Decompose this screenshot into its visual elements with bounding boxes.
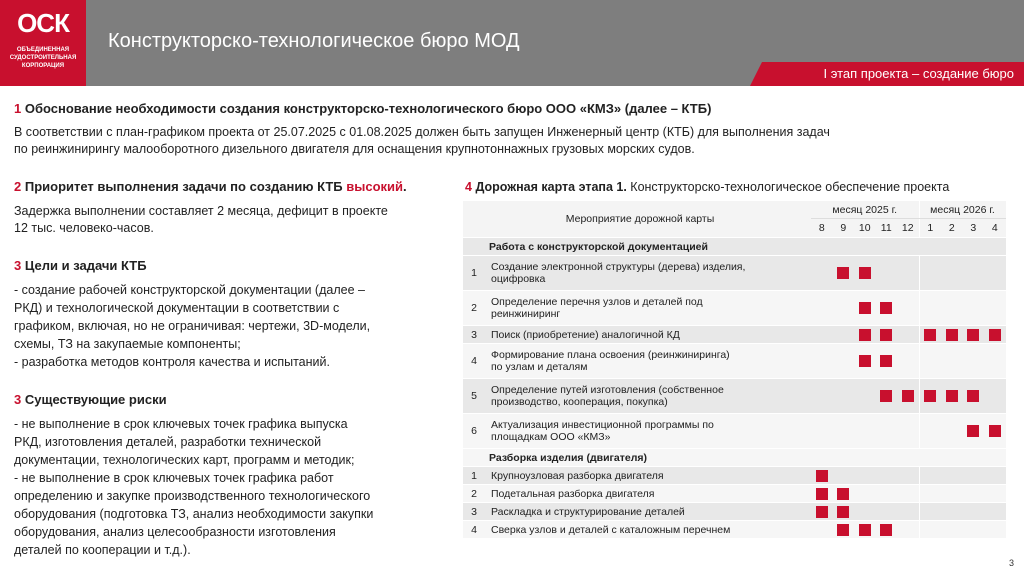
month-cell [876, 414, 898, 449]
month-cell [833, 291, 855, 326]
row-number: 4 [463, 344, 485, 379]
section2-heading: 2 Приоритет выполнения задачи по созданию КТБ высокий. [14, 179, 407, 194]
schedule-mark [967, 329, 979, 341]
activity-name [485, 503, 811, 521]
row-number: 2 [463, 291, 485, 326]
roadmap-heading: 4 Дорожная карта этапа 1. Конструкторско-технологическое обеспечение проекта [465, 180, 950, 194]
month-cell [833, 379, 855, 414]
activity-name [485, 485, 811, 503]
roadmap-row [463, 467, 1006, 485]
month-cell [811, 326, 833, 344]
month-cell [941, 291, 963, 326]
month-cell [811, 521, 833, 539]
month-cell [897, 485, 919, 503]
month-cell [833, 414, 855, 449]
roadmap-row [463, 326, 1006, 344]
section3-heading: 3 Цели и задачи КТБ [14, 258, 147, 273]
schedule-mark [859, 302, 871, 314]
month-cell [876, 291, 898, 326]
roadmap-group: Работа с конструкторской документацией [463, 238, 811, 256]
schedule-mark [967, 425, 979, 437]
month-cell [833, 485, 855, 503]
company-logo [0, 0, 86, 86]
month-cell [897, 326, 919, 344]
month-cell [963, 326, 985, 344]
schedule-mark [859, 355, 871, 367]
month-cell [811, 467, 833, 485]
month-cell [963, 503, 985, 521]
activity-line: Подетальная разборка двигателя [491, 487, 655, 500]
risks-line: - не выполнение в срок ключевых точек графика работ [14, 471, 334, 485]
month-cell [897, 414, 919, 449]
schedule-mark [859, 267, 871, 279]
month-cell [984, 414, 1006, 449]
year-2026-header: месяц 2026 г. [919, 201, 1006, 219]
month-cell [876, 485, 898, 503]
activity-line: Определение перечня узлов и деталей под [491, 296, 703, 308]
schedule-mark [946, 390, 958, 402]
month-cell [897, 467, 919, 485]
activity-line: оцифровка [491, 273, 546, 285]
risks-line: определению и закупке производственного технологического [14, 489, 371, 503]
schedule-mark [924, 329, 936, 341]
month-cell [854, 291, 876, 326]
risks-line: деталей по кооперации и т.д.). [14, 543, 191, 557]
activity-name [485, 467, 811, 485]
schedule-mark [989, 425, 1001, 437]
schedule-mark [837, 488, 849, 500]
activity-name [485, 414, 811, 449]
schedule-mark [880, 355, 892, 367]
goals-line: схемы, ТЗ на закупаемые компоненты; [14, 337, 241, 351]
month-cell [811, 344, 833, 379]
roadmap-row [463, 521, 1006, 539]
month-cell [897, 256, 919, 291]
schedule-mark [859, 329, 871, 341]
risks-heading: 3 Существующие риски [14, 392, 167, 407]
roadmap-row [463, 379, 1006, 414]
month-cell [963, 521, 985, 539]
month-label: 9 [833, 219, 855, 238]
month-cell [854, 467, 876, 485]
schedule-mark [946, 329, 958, 341]
goals-line: - создание рабочей конструкторской документации (далее – [14, 283, 365, 297]
row-number: 4 [463, 521, 485, 539]
month-cell [919, 379, 941, 414]
section2-body-line2: 12 тыс. человеко-часов. [14, 221, 154, 235]
month-cell [984, 326, 1006, 344]
month-cell [919, 521, 941, 539]
schedule-mark [880, 390, 892, 402]
roadmap-row [463, 256, 1006, 291]
month-cell [897, 344, 919, 379]
schedule-mark [880, 524, 892, 536]
activity-line: Актуализация инвестиционной программы по [491, 419, 714, 431]
month-cell [833, 344, 855, 379]
logo-subtitle: ОБЪЕДИНЕННАЯ СУДОСТРОИТЕЛЬНАЯ КОРПОРАЦИЯ [9, 47, 77, 69]
activity-line: Определение путей изготовления (собственное [491, 384, 724, 396]
month-cell [941, 485, 963, 503]
month-cell [876, 467, 898, 485]
month-cell [897, 379, 919, 414]
goals-line: РКД) и технологической документации в соответствии с [14, 301, 340, 315]
risks-line: - не выполнение в срок ключевых точек графика выпуска [14, 417, 348, 431]
month-cell [941, 467, 963, 485]
schedule-mark [816, 488, 828, 500]
month-cell [876, 521, 898, 539]
month-cell [941, 256, 963, 291]
month-cell [854, 414, 876, 449]
activity-name [485, 521, 811, 539]
page-title: Конструкторско-технологическое бюро МОД [108, 30, 520, 52]
month-label: 8 [811, 219, 833, 238]
month-label: 4 [984, 219, 1006, 238]
month-cell [876, 326, 898, 344]
month-label: 11 [876, 219, 898, 238]
month-cell [811, 291, 833, 326]
month-cell [811, 485, 833, 503]
month-cell [833, 467, 855, 485]
section1-body-line1: В соответствии с план-графиком проекта от 25.07.2025 с 01.08.2025 должен быть запущен Инженерный центр (КТБ) для выполнения задач [14, 125, 830, 139]
schedule-mark [880, 302, 892, 314]
month-cell [941, 503, 963, 521]
priority-value: высокий [346, 179, 404, 194]
month-cell [919, 256, 941, 291]
stage-badge: I этап проекта – создание бюро [762, 62, 1024, 86]
month-cell [811, 379, 833, 414]
month-cell [941, 414, 963, 449]
month-cell [811, 503, 833, 521]
month-cell [876, 503, 898, 521]
month-cell [876, 344, 898, 379]
month-cell [984, 467, 1006, 485]
logo-mark: ОСК [17, 8, 69, 38]
roadmap-row [463, 414, 1006, 449]
section1-heading: 1 Обоснование необходимости создания конструкторско-технологического бюро ООО «КМЗ» (далее – КТБ) [14, 101, 712, 116]
roadmap-table [463, 201, 1006, 539]
schedule-mark [902, 390, 914, 402]
activity-line: по узлам и деталям [491, 361, 588, 373]
schedule-mark [880, 329, 892, 341]
month-cell [897, 291, 919, 326]
month-label: 12 [897, 219, 919, 238]
month-cell [854, 326, 876, 344]
month-cell [963, 291, 985, 326]
month-cell [854, 521, 876, 539]
month-cell [876, 379, 898, 414]
roadmap-row [463, 344, 1006, 379]
month-cell [854, 379, 876, 414]
row-number: 5 [463, 379, 485, 414]
schedule-mark [816, 506, 828, 518]
activity-line: Крупноузловая разборка двигателя [491, 469, 664, 482]
roadmap-group: Разборка изделия (двигателя) [463, 449, 811, 467]
month-cell [854, 256, 876, 291]
month-cell [897, 521, 919, 539]
month-label: 2 [941, 219, 963, 238]
month-cell [963, 379, 985, 414]
month-cell [854, 485, 876, 503]
activity-name [485, 344, 811, 379]
schedule-mark [837, 506, 849, 518]
month-cell [941, 379, 963, 414]
year-2025-header: месяц 2025 г. [811, 201, 919, 219]
activity-name [485, 291, 811, 326]
month-cell [963, 256, 985, 291]
section2-body-line1: Задержка выполнении составляет 2 месяца, дефицит в проекте [14, 204, 388, 218]
risks-line: документации, технологических карт, программ и методик; [14, 453, 355, 467]
activity-line: производство, кооперация, покупка) [491, 396, 668, 408]
month-cell [833, 521, 855, 539]
schedule-mark [837, 524, 849, 536]
risks-line: оборудования (подготовка ТЗ, анализ необходимости закупки [14, 507, 374, 521]
month-cell [876, 256, 898, 291]
row-number: 3 [463, 326, 485, 344]
month-cell [963, 467, 985, 485]
row-number: 1 [463, 256, 485, 291]
activity-line: реинжиниринг [491, 308, 561, 320]
month-cell [941, 326, 963, 344]
month-cell [854, 344, 876, 379]
page-number: 3 [1008, 558, 1014, 568]
month-cell [919, 291, 941, 326]
month-cell [984, 291, 1006, 326]
month-cell [833, 503, 855, 521]
activity-line: Поиск (приобретение) аналогичной КД [491, 328, 680, 341]
activity-name [485, 326, 811, 344]
month-cell [919, 503, 941, 521]
activity-line: Формирование плана освоения (реинжиниринга) [491, 349, 730, 361]
row-number: 1 [463, 467, 485, 485]
roadmap-row [463, 485, 1006, 503]
month-cell [984, 521, 1006, 539]
month-cell [833, 326, 855, 344]
month-cell [919, 414, 941, 449]
month-cell [963, 414, 985, 449]
month-cell [919, 344, 941, 379]
month-cell [984, 485, 1006, 503]
month-label: 1 [919, 219, 941, 238]
month-cell [811, 256, 833, 291]
activity-name [485, 379, 811, 414]
month-cell [919, 485, 941, 503]
month-cell [854, 503, 876, 521]
month-cell [963, 344, 985, 379]
goals-line: - разработка методов контроля качества и испытаний. [14, 355, 330, 369]
goals-line: графиком, включая, но не ограничивая: чертежи, 3D-модели, [14, 319, 371, 333]
roadmap-col-activity: Мероприятие дорожной карты [463, 201, 811, 238]
month-cell [919, 326, 941, 344]
risks-line: РКД, изготовления деталей, разработки технической [14, 435, 322, 449]
month-cell [984, 344, 1006, 379]
month-cell [984, 503, 1006, 521]
month-cell [897, 503, 919, 521]
risks-line: оборудования, анализ целесообразности изготовления [14, 525, 336, 539]
roadmap-row [463, 291, 1006, 326]
month-cell [941, 344, 963, 379]
month-cell [984, 379, 1006, 414]
activity-line: Создание электронной структуры (дерева) изделия, [491, 261, 746, 273]
row-number: 3 [463, 503, 485, 521]
schedule-mark [859, 524, 871, 536]
month-label: 10 [854, 219, 876, 238]
activity-line: Сверка узлов и деталей с каталожным перечнем [491, 523, 731, 536]
month-cell [963, 485, 985, 503]
activity-name [485, 256, 811, 291]
month-cell [833, 256, 855, 291]
schedule-mark [989, 329, 1001, 341]
roadmap-row [463, 503, 1006, 521]
month-cell [811, 414, 833, 449]
month-cell [919, 467, 941, 485]
schedule-mark [837, 267, 849, 279]
row-number: 2 [463, 485, 485, 503]
schedule-mark [967, 390, 979, 402]
activity-line: площадкам ООО «КМЗ» [491, 431, 611, 443]
month-cell [941, 521, 963, 539]
row-number: 6 [463, 414, 485, 449]
month-cell [984, 256, 1006, 291]
schedule-mark [816, 470, 828, 482]
activity-line: Раскладка и структурирование деталей [491, 505, 685, 518]
month-label: 3 [963, 219, 985, 238]
section1-body-line2: по реинжинирингу малооборотного дизельного двигателя для оснащения крупнотоннажных грузовых морских судов. [14, 142, 695, 156]
schedule-mark [924, 390, 936, 402]
